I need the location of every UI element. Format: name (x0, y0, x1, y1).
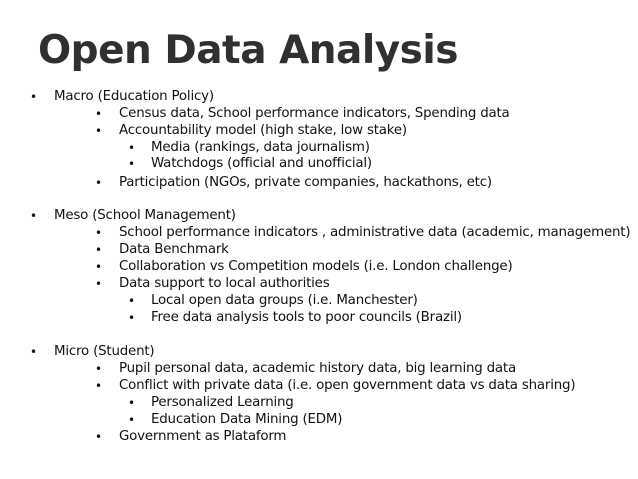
section-label-meso: Meso (School Management) (54, 208, 236, 223)
section-label-macro: Macro (Education Policy) (54, 89, 214, 104)
list-subitem: Media (rankings, data journalism) (151, 140, 370, 155)
bullet-icon: • (128, 157, 136, 171)
slide-title: Open Data Analysis (38, 28, 458, 73)
list-item: Participation (NGOs, private companies, hackathons, etc) (119, 175, 492, 190)
list-subitem: Watchdogs (official and unofficial) (151, 156, 372, 171)
list-subitem: Education Data Mining (EDM) (151, 412, 343, 427)
bullet-icon: • (95, 176, 103, 190)
bullet-icon: • (128, 294, 136, 308)
list-item: School performance indicators , administrative data (academic, management) (119, 225, 631, 240)
list-subitem: Free data analysis tools to poor councils (Brazil) (151, 310, 462, 325)
bullet-icon: • (95, 430, 103, 444)
bullet-icon: • (95, 107, 103, 121)
bullet-icon: • (30, 345, 38, 359)
list-item: Accountability model (high stake, low stake) (119, 123, 407, 138)
bullet-icon: • (30, 209, 38, 223)
bullet-icon: • (30, 90, 38, 104)
section-label-micro: Micro (Student) (54, 344, 155, 359)
bullet-icon: • (128, 311, 136, 325)
bullet-icon: • (95, 379, 103, 393)
list-subitem: Local open data groups (i.e. Manchester) (151, 293, 418, 308)
bullet-icon: • (95, 362, 103, 376)
list-item: Government as Plataform (119, 429, 287, 444)
list-item: Data Benchmark (119, 242, 229, 257)
bullet-icon: • (95, 226, 103, 240)
list-subitem: Personalized Learning (151, 395, 294, 410)
bullet-icon: • (95, 124, 103, 138)
bullet-icon: • (128, 396, 136, 410)
list-item: Pupil personal data, academic history data, big learning data (119, 361, 516, 376)
list-item: Data support to local authorities (119, 276, 330, 291)
bullet-icon: • (128, 413, 136, 427)
bullet-icon: • (95, 277, 103, 291)
bullet-icon: • (95, 260, 103, 274)
list-item: Collaboration vs Competition models (i.e. London challenge) (119, 259, 513, 274)
bullet-icon: • (95, 243, 103, 257)
list-item: Census data, School performance indicators, Spending data (119, 106, 510, 121)
list-item: Conflict with private data (i.e. open government data vs data sharing) (119, 378, 576, 393)
bullet-icon: • (128, 141, 136, 155)
